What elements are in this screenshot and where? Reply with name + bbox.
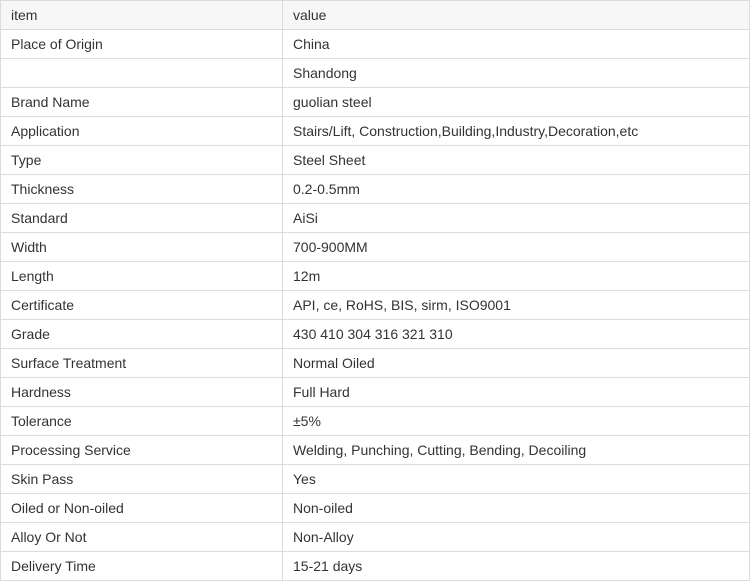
table-row [1,59,750,88]
table-row [1,407,750,436]
row-item-cell: Certificate [1,291,283,320]
table-row [1,320,750,349]
row-value-cell: 12m [283,262,750,291]
table-row [1,262,750,291]
row-value-cell: China [283,30,750,59]
header-value: value [283,1,750,30]
table-row [1,175,750,204]
table-row [1,494,750,523]
row-value-cell: 15-21 days [283,552,750,581]
row-value-cell: Full Hard [283,378,750,407]
table-row [1,117,750,146]
row-value-cell: Non-Alloy [283,523,750,552]
row-item-cell: Alloy Or Not [1,523,283,552]
row-item-cell: Oiled or Non-oiled [1,494,283,523]
row-item-cell: Type [1,146,283,175]
row-value-cell: 700-900MM [283,233,750,262]
row-value-cell: Steel Sheet [283,146,750,175]
row-item-cell: Application [1,117,283,146]
row-item-cell [1,59,283,88]
row-value-cell: ±5% [283,407,750,436]
header-item: item [1,1,283,30]
row-value-cell: API, ce, RoHS, BIS, sirm, ISO9001 [283,291,750,320]
row-item-cell: Hardness [1,378,283,407]
table-row [1,204,750,233]
spec-table-body [1,1,750,581]
table-row [1,349,750,378]
row-value-cell: guolian steel [283,88,750,117]
table-row [1,378,750,407]
table-row [1,552,750,581]
row-value-cell: Stairs/Lift, Construction,Building,Industry,Decoration,etc [283,117,750,146]
row-value-cell: 0.2-0.5mm [283,175,750,204]
row-item-cell: Skin Pass [1,465,283,494]
table-row [1,523,750,552]
table-row [1,436,750,465]
row-value-cell: Non-oiled [283,494,750,523]
table-header-row [1,1,750,30]
row-item-cell: Tolerance [1,407,283,436]
row-item-cell: Delivery Time [1,552,283,581]
row-item-cell: Standard [1,204,283,233]
table-row [1,465,750,494]
row-item-cell: Brand Name [1,88,283,117]
row-item-cell: Processing Service [1,436,283,465]
table-row [1,233,750,262]
row-item-cell: Place of Origin [1,30,283,59]
table-row [1,30,750,59]
row-value-cell: Welding, Punching, Cutting, Bending, Decoiling [283,436,750,465]
row-value-cell: Shandong [283,59,750,88]
row-value-cell: Normal Oiled [283,349,750,378]
row-value-cell: 430 410 304 316 321 310 [283,320,750,349]
row-item-cell: Thickness [1,175,283,204]
table-row [1,88,750,117]
row-item-cell: Surface Treatment [1,349,283,378]
row-value-cell: AiSi [283,204,750,233]
table-row [1,291,750,320]
row-item-cell: Length [1,262,283,291]
row-item-cell: Width [1,233,283,262]
table-row [1,146,750,175]
row-value-cell: Yes [283,465,750,494]
row-item-cell: Grade [1,320,283,349]
